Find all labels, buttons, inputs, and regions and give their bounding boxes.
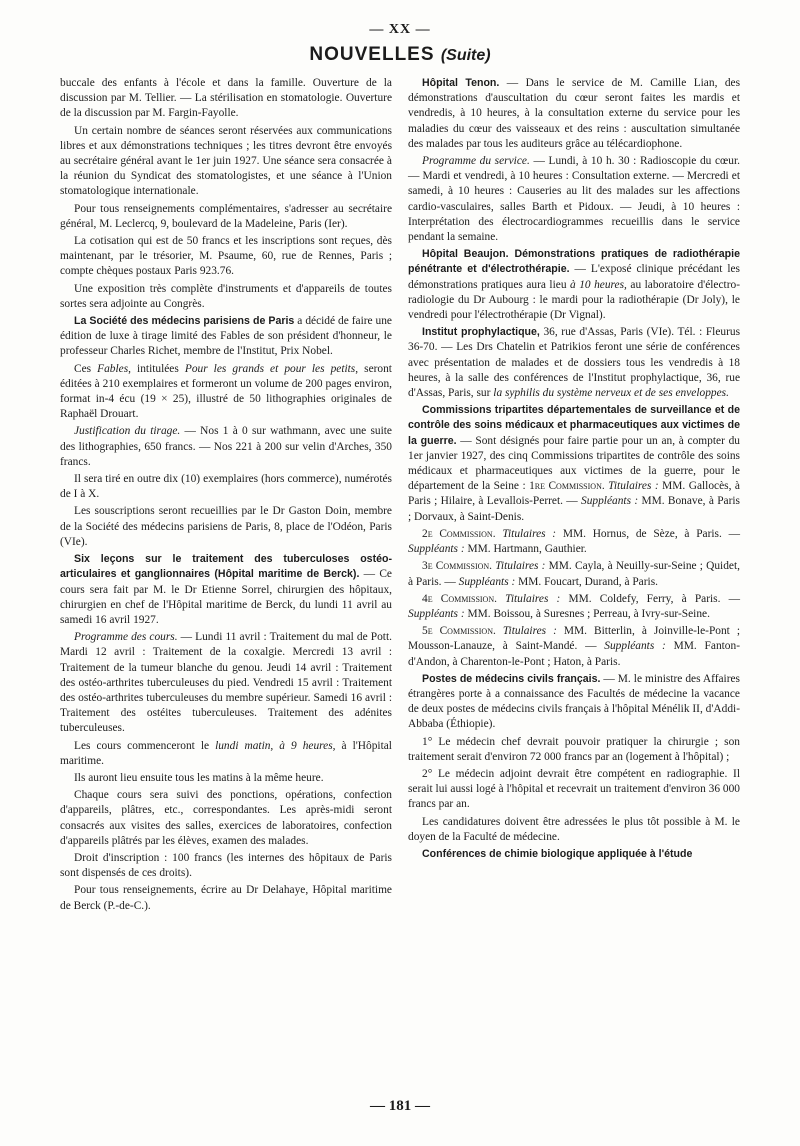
text: , intitulées: [128, 362, 179, 375]
text: MM. Hartmann, Gauthier.: [467, 543, 587, 556]
commission-label: 3e Commission.: [422, 560, 493, 573]
news-item: [60, 314, 392, 360]
news-text: a décidé de faire une édition de luxe à tirage limité des Fables de son président d'honneur, le professeur Charles Richet, membre de l'Institut, Prix Nobel.: [60, 315, 392, 358]
text: MM. Fanton-d'Andon, à Charenton-le-Pont ; Haton, à Paris.: [408, 640, 740, 668]
text: Pour les grands et pour les petits: [184, 362, 356, 375]
text: MM. Bitterlin, à Joinville-le-Pont ; Mousson-Lanauze, à Saint-Mandé. —: [408, 625, 740, 653]
paragraph: [408, 527, 740, 557]
paragraph: La cotisation qui est de 50 francs et les inscriptions sont reçues, dès maintenant, par le trésorier, M. Psaume, 60, rue de Rennes, Paris ; compte chèques postaux Paris 923.76.: [60, 235, 392, 278]
text: Fables: [97, 362, 129, 375]
text: Ces: [74, 362, 92, 375]
text: — Lundi, à 10 h. 30 : Radioscopie du cœur. — Mardi et vendredi, à 10 heures : Consultation externe. — Mercredi et samedi, à 10 heures : Causeries au lit des malades sur les affections cardio-vasculaires, salles Barth et Pidoux. — Jeudi, à 10 heures : Interprétation des électrocardiogrammes recueillis dans le service pendant la semaine.: [408, 155, 740, 244]
paragraph: Pour tous renseignements, écrire au Dr Delahaye, Hôpital maritime de Berck (P.-de-C.).: [60, 884, 392, 912]
text: Les cours commenceront le: [74, 739, 210, 752]
news-item: [408, 76, 740, 152]
text: lundi matin, à 9 heures,: [215, 739, 336, 752]
news-item: [408, 672, 740, 733]
text: , seront éditées à 210 exemplaires et formeront un volume de 200 pages environ, format in-4 écu (19 × 25), illustré de 50 lithographies originales de Raphaël Drouart.: [60, 362, 392, 421]
paragraph: [60, 630, 392, 736]
heading-suite: (Suite): [440, 47, 491, 64]
page-number: — 181 —: [370, 1098, 430, 1114]
commission-label: 5e Commission.: [422, 625, 496, 638]
text: — Lundi 11 avril : Traitement du mal de Pott. Mardi 12 avril : Traitement de la coxalgie. Mercredi 13 avril : Traitement de la tumeur blanche du genou. Jeudi 14 avril : Traitement des ostéo-arthrites tuberculeuses du pied. Vendredi 15 avril : Traitement des ostéo-arthrites tuberculeuses du membre supérieur. Samedi 16 avril : Traitement des ostéites tuberculeuses. Traitement des adénites tuberculeuses.: [60, 631, 392, 735]
paragraph: [408, 592, 740, 622]
news-item: [60, 552, 392, 628]
paragraph: 1° Le médecin chef devrait pouvoir pratiquer la chirurgie ; son traitement serait d'environ 72 000 francs par an (logement à l'hôpital) ;: [408, 735, 740, 763]
news-item: [408, 247, 740, 323]
news-title: Conférences de chimie biologique appliquée à l'étude: [422, 847, 693, 860]
paragraph: Chaque cours sera suivi des ponctions, opérations, confection d'appareils, plâtres, etc., correspondantes. Les après-midi seront consacrés aux visites des salles, exercices de laboratoires, confection d'appareils plâtrés par les élèves, examen des malades.: [60, 789, 392, 847]
text: Suppléants :: [458, 575, 516, 588]
section-heading: [0, 44, 800, 66]
paragraph: Un certain nombre de séances seront réservées aux communications libres et aux démonstrations techniques ; les titres devront être envoyés au secrétaire général avant le 1er juin 1927. Une séance sera consacrée à la réunion du Syndicat des stomatologistes, et une séance à l'Union stomatologique internationale.: [60, 124, 392, 198]
right-column: [408, 76, 740, 864]
news-title: Postes de médecins civils français.: [422, 672, 601, 685]
paragraph: Les souscriptions seront recueillies par le Dr Gaston Doin, membre de la Société des médecins parisiens de Paris, 8, place de l'Odéon, Paris (VIe).: [60, 505, 392, 548]
text: la syphilis du système nerveux et de ses enveloppes.: [493, 387, 729, 400]
paragraph: Droit d'inscription : 100 francs (les internes des hôpitaux de Paris sont dispensés de ces droits).: [60, 851, 392, 880]
paragraph: Une exposition très complète d'instruments et d'appareils de toutes sortes sera adjointe au Congrès.: [60, 282, 392, 310]
paragraph: [60, 424, 392, 470]
text: au laboratoire d'électro-radiologie du Dr Aubourg : le mardi pour la radiothérapie (Dr Joly), le vendredi pour l'électrothérapie (Dr Vignal).: [408, 278, 740, 322]
commission-label: 2e Commission.: [422, 527, 496, 540]
text: MM. Boissou, à Suresnes ; Perreau, à Ivry-sur-Seine.: [467, 607, 710, 620]
paragraph: Ils auront lieu ensuite tous les matins à la même heure.: [74, 771, 324, 784]
text: Suppléants :: [581, 495, 639, 508]
text: Programme du service.: [422, 155, 530, 168]
text: Titulaires :: [495, 560, 546, 573]
text: Suppléants :: [408, 543, 465, 556]
text: Programme des cours.: [74, 631, 178, 644]
paragraph: 2° Le médecin adjoint devrait être compétent en radiographie. Il serait lui aussi logé à l'hôpital et recevrait un traitement d'environ 36 000 francs par an.: [408, 767, 740, 811]
text: MM. Foucart, Durand, à Paris.: [518, 575, 658, 588]
paragraph: [408, 154, 740, 245]
news-text: — Dans le service de M. Camille Lian, des démonstrations d'auscultation du cœur seront faites les mardis et vendredis, à 10 heures, à la consultation externe du service pour les maladies du cœur des vaisseaux et des reins : auscultation simultanée des malades par tous les auditeurs grâce au télécardiophone.: [408, 77, 741, 150]
text: Justification du tirage.: [74, 425, 181, 438]
heading-title: NOUVELLES: [309, 44, 435, 65]
text: Suppléants :: [604, 640, 666, 653]
text: — Nos 1 à 0 sur wathmann, avec une suite des lithographies, 650 francs. — Nos 221 à 200 sur velin d'Arches, 350 francs.: [60, 425, 392, 468]
news-title: Commissions tripartites départementales de surveillance et de contrôle des soins médicaux et pharmaceutiques aux victimes de la guerre.: [408, 404, 740, 447]
text: 36, rue d'Assas, Paris (VIe). Tél. : Fleurus 36-70. — Les Drs Chatelin et Patrikios feront une série de conférences avec présentation de malades et de dossiers tous les vendredis à 18 heures, à la salle des conférences de l'Institut prophylactique, 36, rue d'Assas, Paris, sur: [408, 326, 740, 400]
news-title: La Société des médecins parisiens de Paris: [74, 315, 295, 328]
text: — L'exposé clinique précédant les démonstrations pratiques aura lieu: [408, 263, 740, 291]
news-item: [408, 847, 740, 862]
roman-page-number: — XX —: [369, 22, 431, 37]
paragraph: [60, 739, 392, 769]
paragraph: [408, 624, 740, 670]
left-column: [60, 76, 392, 916]
text: MM. Coldefy, Ferry, à Paris. —: [568, 592, 740, 605]
news-text: — Sont désignés pour faire partie pour un an, à compter du 1er janvier 1927, des cinq Commissions tripartites de contrôle des soins médicaux et pharmaceutiques aux victimes de la guerre, pour le département de la Seine :: [408, 434, 740, 493]
news-text: — Ce cours sera fait par M. le Dr Etienne Sorrel, chirurgien des hôpitaux, chirurgien en chef de l'Hôpital maritime de Berck, du lundi 11 avril au samedi 16 avril 1927.: [60, 568, 392, 626]
news-title: Hôpital Tenon.: [422, 77, 500, 89]
text: Titulaires :: [502, 625, 557, 638]
news-title: Hôpital Beaujon. Démonstrations pratiques de radiothérapie pénétrante et d'électrothérapie.: [408, 248, 740, 276]
text: à l'Hôpital maritime.: [60, 739, 392, 767]
news-item: [408, 403, 740, 525]
text: MM. Cayla, à Neuilly-sur-Seine ; Quidet, à Paris. —: [408, 560, 740, 588]
paragraph: Pour tous renseignements complémentaires, s'adresser au secrétaire général, M. Leclercq, 9, boulevard de la Madeleine, Paris (Ier).: [60, 202, 392, 230]
text: MM. Bonave, à Paris ; Dorvaux, à Saint-Denis.: [408, 495, 740, 523]
news-title: Institut prophylactique,: [422, 326, 540, 339]
news-text: — M. le ministre des Affaires étrangères porte à a connaissance des Facultés de médecine la vacance de deux postes de médecins civils français à l'hôpital Ménélik II, d'Addi-Abbaba (Éthiopie).: [408, 672, 740, 731]
text: Suppléants :: [408, 607, 465, 620]
text: à 10 heures,: [570, 278, 627, 291]
paragraph: Il sera tiré en outre dix (10) exemplaires (hors commerce), numérotés de I à X.: [60, 473, 392, 501]
paragraph: [60, 362, 392, 423]
paragraph: Les candidatures doivent être adressées le plus tôt possible à M. le doyen de la Faculté de médecine.: [408, 815, 740, 843]
text: Titulaires :: [502, 527, 557, 540]
text: MM. Gallocès, à Paris ; Hilaire, à Levallois-Perret. —: [408, 480, 740, 508]
text: Titulaires :: [505, 592, 561, 605]
text: MM. Hornus, de Sèze, à Paris. —: [562, 527, 740, 540]
commission-label: 1re Commission.: [529, 480, 605, 493]
paragraph: buccale des enfants à l'école et dans la famille. Ouverture de la discussion par M. Tellier. — La stérilisation en stomatologie. Ouverture de la discussion par M. Fargin-Fayolle.: [60, 77, 392, 120]
text: Titulaires :: [608, 480, 659, 493]
commission-label: 4e Commission.: [422, 592, 497, 605]
paragraph: [408, 559, 740, 589]
news-item: [408, 325, 740, 401]
news-title: Six leçons sur le traitement des tuberculoses ostéo-articulaires et ganglionnaires (Hôpital maritime de Berck).: [60, 553, 392, 581]
